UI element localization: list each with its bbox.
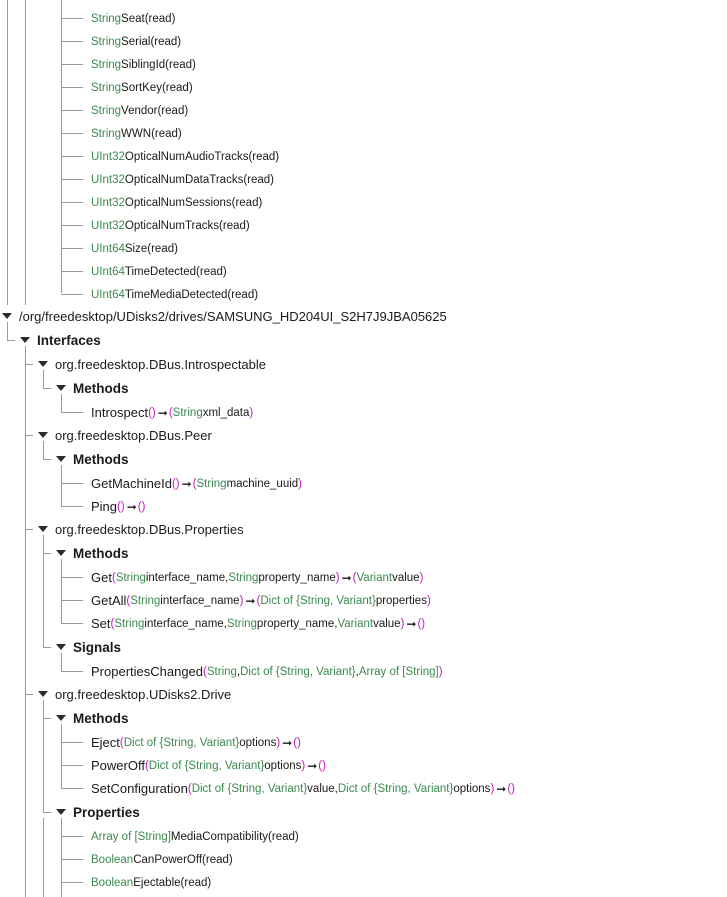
signature-type: String — [130, 594, 161, 607]
property-type: UInt64 — [91, 288, 125, 301]
signature-paren: ( — [126, 594, 131, 607]
property-name: TimeMediaDetected — [124, 288, 228, 301]
method-setconfiguration[interactable] — [91, 777, 515, 800]
tree-connector — [61, 110, 83, 111]
tree-guide-line — [61, 818, 62, 897]
tree-connector — [43, 459, 51, 460]
signature-arg: interface_name — [160, 594, 240, 607]
signature-paren: () — [148, 406, 156, 419]
interface-peer[interactable] — [55, 424, 212, 447]
tree-connector — [25, 529, 33, 530]
signature-arg: xml_data — [202, 406, 250, 419]
tree-connector — [61, 248, 83, 249]
tree-guide-line — [61, 559, 62, 600]
returns-arrow: ➞ — [307, 758, 317, 773]
tree-connector — [61, 600, 83, 601]
property-row[interactable] — [91, 145, 279, 168]
signature-paren: ( — [144, 759, 149, 772]
signature-type: String — [196, 477, 227, 490]
property-name: Serial — [121, 35, 151, 48]
signature-arg: value, — [307, 782, 338, 795]
tree-connector — [61, 483, 83, 484]
property-name: OpticalNumDataTracks — [124, 173, 244, 186]
tree-connector — [61, 41, 83, 42]
signature-paren: ( — [192, 477, 197, 490]
property-name: CanPowerOff — [133, 853, 203, 866]
tree-connector — [61, 18, 83, 19]
tree-connector — [61, 64, 83, 65]
returns-arrow: ➞ — [245, 593, 255, 608]
signature-type: String — [206, 665, 237, 678]
signature-paren: ( — [187, 782, 192, 795]
signature-type: Dict of {String, Variant} — [123, 736, 240, 749]
signature-arg: value — [373, 617, 401, 630]
property-name: OpticalNumAudioTracks — [124, 150, 249, 163]
tree-guide-line — [7, 0, 8, 305]
property-name: SiblingId — [121, 58, 166, 71]
signature-type: Dict of {String, Variant} — [148, 759, 265, 772]
tree-connector — [61, 156, 83, 157]
interfaces-node-text: Interfaces — [37, 333, 101, 348]
signature-paren: ) — [426, 594, 431, 607]
methods-node[interactable] — [73, 377, 129, 400]
signature-paren: ( — [256, 594, 261, 607]
property-row[interactable] — [91, 53, 196, 76]
property-type: Boolean — [91, 876, 134, 889]
tree-connector — [61, 271, 83, 272]
tree-connector — [61, 412, 83, 413]
property-row[interactable] — [91, 30, 181, 53]
signature-type: Dict of {String, Variant} — [260, 594, 376, 607]
expander-signals[interactable] — [56, 644, 66, 650]
property-type: String — [91, 127, 122, 140]
signature-arg: options — [264, 759, 302, 772]
tree-connector — [61, 859, 83, 860]
methods-node[interactable] — [73, 448, 129, 471]
tree-guide-line — [43, 700, 44, 812]
interface-drive-text: org.freedesktop.UDisks2.Drive — [55, 687, 232, 702]
interface-introspectable[interactable] — [55, 353, 266, 376]
property-type: String — [91, 12, 122, 25]
signature-arg: machine_uuid — [226, 477, 299, 490]
property-access: (read) — [180, 876, 212, 889]
signature-paren: () — [318, 759, 326, 772]
tree-connector — [61, 765, 83, 766]
signature-paren: ) — [419, 571, 424, 584]
interface-peer-text: org.freedesktop.DBus.Peer — [55, 428, 212, 443]
property-row[interactable] — [91, 848, 233, 871]
property-name: MediaCompatibility — [170, 830, 269, 843]
tree-connector — [61, 87, 83, 88]
signature-paren: ) — [276, 736, 281, 749]
signature-paren: ) — [249, 406, 254, 419]
method-getall[interactable] — [91, 589, 431, 612]
property-type: UInt64 — [91, 242, 125, 255]
property-row[interactable] — [91, 122, 182, 145]
property-name: Ejectable — [133, 876, 181, 889]
member-name: Set — [91, 616, 111, 631]
property-access: (read) — [165, 58, 196, 71]
signature-paren: ( — [119, 736, 124, 749]
signal-propertieschanged[interactable] — [91, 660, 443, 683]
signature-type: Dict of {String, Variant} — [240, 665, 356, 678]
methods-node[interactable] — [73, 707, 129, 730]
property-row[interactable] — [91, 260, 227, 283]
interfaces-node[interactable] — [37, 329, 101, 352]
tree-connector — [61, 202, 83, 203]
signature-paren: () — [507, 782, 516, 795]
methods-node-text: Methods — [73, 381, 129, 396]
object-path-node-text: /org/freedesktop/UDisks2/drives/SAMSUNG_HD204UI_S2H7J9JBA05625 — [19, 309, 447, 324]
signature-paren: () — [171, 477, 180, 490]
expander-interfaces[interactable] — [20, 337, 30, 343]
tree-connector — [43, 718, 51, 719]
tree-guide-line — [43, 818, 44, 897]
property-type: String — [91, 104, 122, 117]
tree-connector — [7, 322, 8, 340]
tree-connector — [61, 179, 83, 180]
expander-properties-interface[interactable] — [38, 526, 48, 532]
tree-connector — [61, 394, 62, 412]
property-access: (read) — [150, 35, 182, 48]
tree-connector — [61, 483, 62, 506]
property-type: UInt64 — [91, 265, 125, 278]
signature-type: Dict of {String, Variant} — [337, 782, 454, 795]
tree-connector — [43, 553, 51, 554]
tree-connector — [7, 340, 15, 341]
interface-properties[interactable] — [55, 518, 244, 541]
tree-connector — [61, 133, 83, 134]
signature-paren: ( — [168, 406, 173, 419]
tree-guide-line — [61, 0, 62, 293]
signature-type: String — [226, 617, 257, 630]
method-ping[interactable] — [91, 495, 145, 518]
tree-connector — [43, 388, 51, 389]
property-name: OpticalNumSessions — [124, 196, 232, 209]
tree-connector — [61, 742, 83, 743]
property-type: String — [91, 81, 122, 94]
member-name: PowerOff — [91, 758, 145, 773]
method-get[interactable] — [91, 566, 423, 589]
property-row[interactable] — [91, 76, 193, 99]
methods-node-text: Methods — [73, 546, 129, 561]
member-name: Eject — [91, 735, 120, 750]
member-name: Introspect — [91, 405, 149, 420]
tree-guide-line — [43, 535, 44, 647]
member-name: Get — [91, 570, 112, 585]
signature-arg: property_name — [258, 571, 336, 584]
property-access: (read) — [202, 853, 233, 866]
property-name: SortKey — [121, 81, 162, 94]
property-access: (read) — [219, 219, 250, 232]
signature-paren: () — [417, 617, 426, 630]
tree-connector — [61, 294, 83, 295]
signature-type: String — [115, 571, 146, 584]
methods-node[interactable] — [73, 542, 129, 565]
tree-connector — [43, 812, 51, 813]
property-row[interactable] — [91, 237, 178, 260]
property-type: UInt32 — [91, 150, 125, 163]
expander-methods[interactable] — [56, 550, 66, 556]
interface-properties-text: org.freedesktop.DBus.Properties — [55, 522, 244, 537]
property-access: (read) — [231, 196, 263, 209]
interface-introspectable-text: org.freedesktop.DBus.Introspectable — [55, 357, 267, 372]
property-row[interactable] — [91, 7, 175, 30]
tree-guide-line — [25, 0, 26, 305]
method-poweroff[interactable] — [91, 754, 326, 777]
property-access: (read) — [147, 242, 178, 255]
signature-arg: property_name, — [256, 617, 338, 630]
signature-paren: () — [137, 500, 146, 513]
signals-node-text: Signals — [73, 640, 122, 655]
tree-connector — [61, 653, 62, 671]
property-name: Vendor — [121, 104, 158, 117]
expander-drive[interactable] — [38, 691, 48, 697]
expander-methods[interactable] — [56, 715, 66, 721]
method-set[interactable] — [91, 612, 425, 635]
signature-arg: value — [392, 571, 420, 584]
methods-node-text: Methods — [73, 711, 129, 726]
tree-connector — [61, 600, 62, 623]
tree-connector — [61, 623, 83, 624]
tree-connector — [61, 882, 83, 883]
method-eject[interactable] — [91, 731, 301, 754]
interface-drive[interactable] — [55, 683, 231, 706]
property-type: String — [91, 58, 122, 71]
tree-guide-line — [61, 465, 62, 483]
signature-type: String — [114, 617, 145, 630]
member-name: GetAll — [91, 593, 127, 608]
method-introspect[interactable] — [91, 401, 253, 424]
tree-connector — [61, 225, 83, 226]
returns-arrow: ➞ — [282, 735, 292, 750]
property-access: (read) — [196, 265, 227, 278]
member-name: Ping — [91, 499, 118, 514]
signature-paren: ( — [352, 571, 357, 584]
property-row[interactable] — [91, 214, 250, 237]
signature-paren: ( — [111, 571, 116, 584]
properties-node[interactable] — [73, 801, 140, 824]
signature-type: Array of [String] — [358, 665, 439, 678]
signature-arg: interface_name, — [144, 617, 227, 630]
property-type: UInt32 — [91, 219, 125, 232]
property-name: WWN — [121, 127, 152, 140]
expander-introspectable[interactable] — [38, 361, 48, 367]
property-row[interactable] — [91, 283, 258, 306]
signature-arg: options — [453, 782, 491, 795]
returns-arrow: ➞ — [181, 476, 191, 491]
signature-paren: ) — [239, 594, 244, 607]
property-type: UInt32 — [91, 196, 125, 209]
object-path-node[interactable] — [19, 305, 447, 328]
member-name: PropertiesChanged — [91, 664, 204, 679]
returns-arrow: ➞ — [406, 616, 416, 631]
signature-arg: , — [355, 665, 359, 678]
signature-paren: () — [293, 736, 301, 749]
tree-connector — [61, 765, 62, 788]
property-name: Seat — [121, 12, 145, 25]
property-row[interactable] — [91, 99, 188, 122]
tree-connector — [61, 671, 83, 672]
tree-connector — [25, 435, 33, 436]
expander-properties[interactable] — [56, 809, 66, 815]
signature-paren: ) — [400, 617, 405, 630]
returns-arrow: ➞ — [157, 405, 167, 420]
signature-paren: () — [117, 500, 125, 513]
tree-connector — [25, 694, 33, 695]
tree-connector — [43, 370, 44, 388]
property-row[interactable] — [91, 168, 274, 191]
property-row[interactable] — [91, 871, 211, 894]
property-access: (read) — [243, 173, 275, 186]
signature-arg: interface_name, — [145, 571, 229, 584]
property-row[interactable] — [91, 825, 299, 848]
signature-type: Variant — [356, 571, 393, 584]
signature-paren: ) — [298, 477, 303, 490]
expander-object-path[interactable] — [2, 313, 12, 319]
signature-paren: ) — [301, 759, 306, 772]
property-access: (read) — [161, 81, 193, 94]
property-type: UInt32 — [91, 173, 125, 186]
property-type: String — [91, 35, 122, 48]
property-access: (read) — [144, 12, 176, 25]
signature-arg: options — [239, 736, 277, 749]
property-access: (read) — [268, 830, 299, 843]
returns-arrow: ➞ — [341, 570, 351, 585]
property-name: TimeDetected — [124, 265, 197, 278]
signature-paren: ) — [438, 665, 443, 678]
property-access: (read) — [227, 288, 259, 301]
tree-connector — [61, 836, 83, 837]
expander-peer[interactable] — [38, 432, 48, 438]
tree-connector — [25, 364, 33, 365]
property-access: (read) — [151, 127, 182, 140]
properties-node-text: Properties — [73, 805, 140, 820]
expander-methods[interactable] — [56, 385, 66, 391]
tree-connector — [43, 647, 51, 648]
tree-connector — [61, 788, 83, 789]
signature-paren: ) — [335, 571, 340, 584]
tree-guide-line — [25, 346, 26, 897]
member-name: SetConfiguration — [91, 781, 188, 796]
methods-node-text: Methods — [73, 452, 129, 467]
signature-paren: ) — [490, 782, 495, 795]
property-row[interactable] — [91, 191, 262, 214]
property-name: OpticalNumTracks — [124, 219, 220, 232]
property-type: Array of [String] — [91, 830, 171, 843]
tree-connector — [43, 441, 44, 459]
property-access: (read) — [157, 104, 189, 117]
property-type: Boolean — [91, 853, 134, 866]
signature-type: String — [228, 571, 259, 584]
signals-node[interactable] — [73, 636, 121, 659]
tree-guide-line — [61, 724, 62, 765]
tree-connector — [61, 506, 83, 507]
property-access: (read) — [248, 150, 280, 163]
signature-arg: properties — [375, 594, 427, 607]
returns-arrow: ➞ — [126, 499, 136, 514]
property-name: Size — [124, 242, 148, 255]
signature-paren: ( — [110, 617, 115, 630]
signature-type: Variant — [337, 617, 374, 630]
signature-arg: , — [236, 665, 241, 678]
method-getmachineid[interactable] — [91, 472, 302, 495]
member-name: GetMachineId — [91, 476, 172, 491]
signature-paren: ( — [203, 665, 207, 678]
returns-arrow: ➞ — [496, 781, 506, 796]
expander-methods[interactable] — [56, 456, 66, 462]
tree-connector — [61, 577, 83, 578]
signature-type: Dict of {String, Variant} — [191, 782, 308, 795]
signature-type: String — [172, 406, 203, 419]
